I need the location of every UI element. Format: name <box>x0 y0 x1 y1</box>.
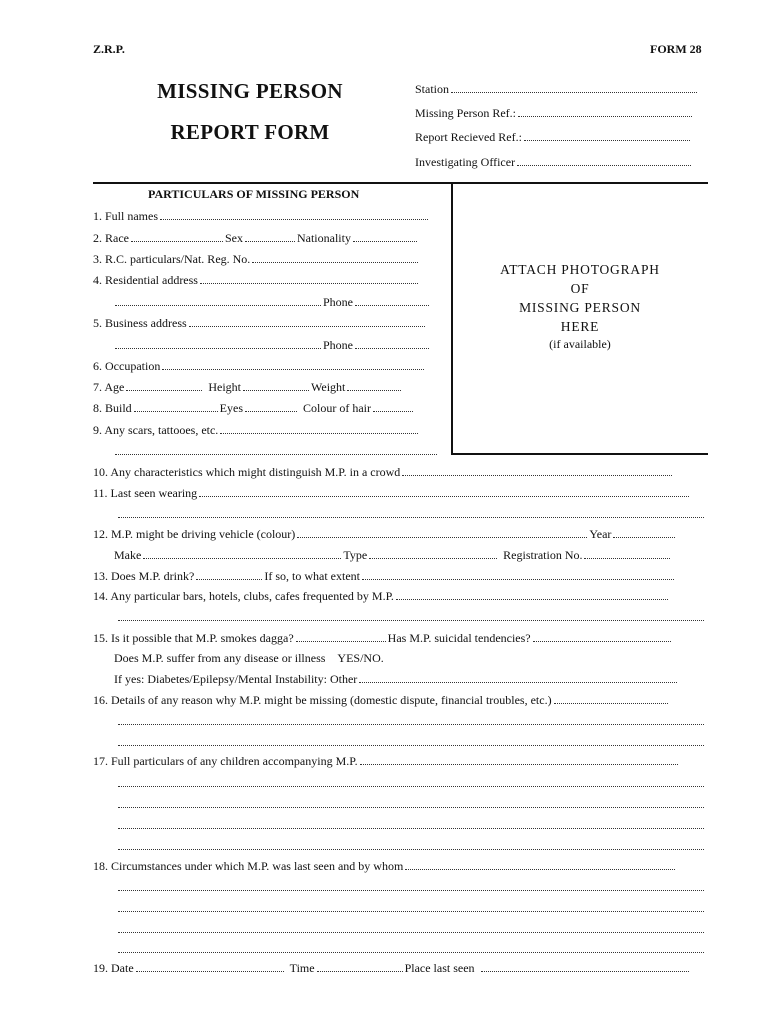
q15-illness-type[interactable]: If yes: Diabetes/Epilepsy/Mental Instability: Other <box>114 672 679 687</box>
scars-tattoos-field[interactable]: 9. Any scars, tattooes, etc. <box>93 423 420 438</box>
report-received-ref-field[interactable]: Report Recieved Ref.: <box>415 130 692 145</box>
q16-line-1[interactable] <box>116 714 706 729</box>
q11-continuation-line[interactable] <box>116 507 706 522</box>
investigating-officer-field[interactable]: Investigating Officer <box>415 155 693 170</box>
business-address-field[interactable]: 5. Business address <box>93 316 427 331</box>
q18-line-2[interactable] <box>116 901 706 916</box>
photo-line-4: HERE <box>560 319 600 334</box>
q12-vehicle-colour-year[interactable]: 12. M.P. might be driving vehicle (colour) Year <box>93 527 677 542</box>
race-sex-nationality-field[interactable]: 2. Race Sex Nationality <box>93 231 419 246</box>
q15-disease-illness[interactable]: Does M.P. suffer from any disease or illness YES/NO. <box>114 651 384 665</box>
q17-line-2[interactable] <box>116 797 706 812</box>
occupation-field[interactable]: 6. Occupation <box>93 359 426 374</box>
q17-line-3[interactable] <box>116 818 706 833</box>
residential-phone-field[interactable]: Phone <box>113 295 431 310</box>
residential-address-field[interactable]: 4. Residential address <box>93 273 420 288</box>
build-eyes-hair-field[interactable]: 8. Build Eyes Colour of hair <box>93 401 415 416</box>
photo-line-3: MISSING PERSON <box>519 300 641 315</box>
q19-date-time-place[interactable]: 19. Date Time Place last seen <box>93 961 691 976</box>
photo-line-2: OF <box>570 281 590 296</box>
particulars-heading: PARTICULARS OF MISSING PERSON <box>148 187 360 201</box>
q18-line-3[interactable] <box>116 922 706 937</box>
q16-line-2[interactable] <box>116 735 706 750</box>
q12-make-type-registration[interactable]: Make Type Registration No. <box>114 548 672 563</box>
zrp-label: Z.R.P. <box>93 42 125 56</box>
form-title-line2: REPORT FORM <box>170 120 330 144</box>
q17-line-4[interactable] <box>116 839 706 854</box>
q14-places-frequented[interactable]: 14. Any particular bars, hotels, clubs, cafes frequented by M.P. <box>93 589 670 604</box>
q18-circumstances-last-seen[interactable]: 18. Circumstances under which M.P. was last seen and by whom <box>93 859 677 874</box>
photo-placeholder <box>453 262 707 352</box>
q18-line-4[interactable] <box>116 942 706 957</box>
q15-dagga-suicidal[interactable]: 15. Is it possible that M.P. smokes dagga? Has M.P. suicidal tendencies? <box>93 631 673 646</box>
q13-drinking[interactable]: 13. Does M.P. drink? If so, to what extent <box>93 569 676 584</box>
q18-line-1[interactable] <box>116 880 706 895</box>
station-field[interactable]: Station <box>415 82 699 97</box>
q17-line-1[interactable] <box>116 776 706 791</box>
full-names-field[interactable]: 1. Full names <box>93 209 430 224</box>
q14-continuation-line[interactable] <box>116 610 706 625</box>
form-number: FORM 28 <box>650 42 702 56</box>
q17-children-accompanying[interactable]: 17. Full particulars of any children accompanying M.P. <box>93 754 680 769</box>
scars-continuation-line[interactable] <box>113 444 439 459</box>
photo-note: (if available) <box>549 337 611 351</box>
q11-last-seen-wearing[interactable]: 11. Last seen wearing <box>93 486 691 501</box>
q10-distinguishing-characteristics[interactable]: 10. Any characteristics which might distinguish M.P. in a crowd <box>93 465 674 480</box>
business-phone-field[interactable]: Phone <box>113 338 431 353</box>
section-top-rule <box>93 182 708 184</box>
rc-particulars-field[interactable]: 3. R.C. particulars/Nat. Reg. No. <box>93 252 420 267</box>
photo-line-1: ATTACH PHOTOGRAPH <box>500 262 660 277</box>
age-height-weight-field[interactable]: 7. Age Height Weight <box>93 380 403 395</box>
photo-box-bottom-border <box>451 453 708 455</box>
form-title-line1: MISSING PERSON <box>157 79 343 103</box>
q16-reason-missing[interactable]: 16. Details of any reason why M.P. might be missing (domestic dispute, financial troubles, etc.) <box>93 693 670 708</box>
missing-person-ref-field[interactable]: Missing Person Ref.: <box>415 106 694 121</box>
